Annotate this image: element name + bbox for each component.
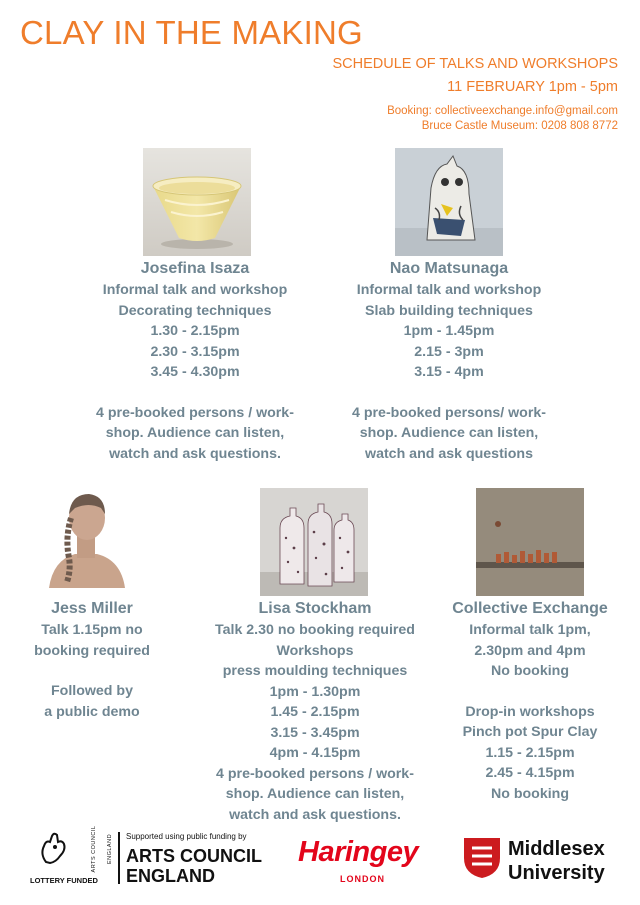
event-date: 11 FEBRUARY 1pm - 5pm	[447, 79, 618, 95]
artist-block-nao-matsunaga	[334, 258, 564, 464]
detail-line: 3.15 - 4pm	[414, 364, 484, 380]
note-line: 2.45 - 4.15pm	[485, 765, 575, 781]
detail-line: 3.45 - 4.30pm	[150, 364, 240, 380]
arts-council-logo	[78, 825, 278, 893]
page-title: CLAY IN THE MAKING	[20, 14, 363, 51]
detail-line: press moulding techniques	[222, 663, 408, 679]
owl-sculpture-photo	[395, 148, 503, 256]
artist-name: Nao Matsunaga	[389, 260, 509, 277]
note-line: 4 pre-booked persons/ work-	[352, 404, 546, 421]
arts-council-ring-text-2: ENGLAND	[107, 833, 113, 865]
shield-icon	[462, 836, 502, 880]
note-line: 4 pre-booked persons / work-	[96, 404, 294, 421]
detail-line: 2.30pm and 4pm	[474, 642, 586, 659]
detail-line: Talk 1.15pm no	[41, 622, 143, 638]
detail-line: No booking	[490, 663, 570, 679]
detail-line: 3.15 - 3.45pm	[270, 724, 360, 741]
detail-line: 1pm - 1.30pm	[269, 683, 361, 700]
crossed-fingers-icon	[36, 832, 70, 866]
bottles-photo	[260, 488, 368, 596]
artist-name: Jess Miller	[51, 600, 133, 617]
page-subtitle: SCHEDULE OF TALKS AND WORKSHOPS	[332, 56, 618, 72]
detail-line: Decorating techniques	[118, 302, 272, 319]
note-line: watch and ask questions.	[109, 445, 281, 462]
detail-line: shop. Audience can listen,	[225, 786, 405, 802]
detail-line: Workshops	[276, 642, 354, 659]
haringey-sub: LONDON	[340, 874, 385, 884]
note-line: Drop-in workshops	[465, 703, 595, 720]
booking-email[interactable]: Booking: collectiveexchange.info@gmail.com	[387, 105, 618, 117]
booking-info	[387, 104, 618, 134]
detail-line: Talk 2.30 no booking required	[215, 622, 415, 638]
bowl-photo	[143, 148, 251, 256]
haringey-wordmark: Haringey	[298, 836, 419, 868]
detail-line: 4 pre-booked persons / work-	[216, 765, 414, 782]
artist-name: Josefina Isaza	[140, 260, 250, 277]
note-line: Followed by	[51, 683, 133, 699]
note-line: a public demo	[44, 703, 140, 720]
artist-block-lisa-stockham	[195, 598, 435, 825]
note-line: No booking	[490, 785, 570, 802]
clay-rolls-photo	[476, 488, 584, 596]
middlesex-logo	[462, 828, 622, 893]
arts-council-name-1: ARTS COUNCIL	[126, 846, 262, 866]
arts-council-supported: Supported using public funding by	[126, 832, 247, 841]
booking-phone: Bruce Castle Museum: 0208 808 8772	[421, 120, 618, 132]
detail-line: 1pm - 1.45pm	[403, 323, 495, 339]
arts-council-name-2: ENGLAND	[126, 866, 215, 886]
middlesex-name-1: Middlesex	[508, 838, 605, 860]
detail-line: Informal talk and workshop	[356, 282, 542, 298]
artist-block-jess-miller	[12, 598, 172, 722]
detail-line: booking required	[34, 642, 150, 659]
note-line: Pinch pot Spur Clay	[462, 724, 598, 740]
note-line: shop. Audience can listen,	[359, 425, 539, 441]
bust-sculpture-photo	[35, 488, 138, 591]
detail-line: Informal talk and workshop	[102, 282, 288, 298]
note-line: shop. Audience can listen,	[105, 425, 285, 441]
artist-block-josefina-isaza	[80, 258, 310, 464]
detail-line: 4pm - 4.15pm	[269, 745, 361, 761]
artist-name: Lisa Stockham	[258, 600, 372, 617]
artist-name: Collective Exchange	[452, 600, 608, 617]
artist-block-collective-exchange	[440, 598, 620, 804]
note-line: watch and ask questions	[365, 445, 533, 462]
detail-line: 1.30 - 2.15pm	[150, 323, 240, 339]
divider	[118, 832, 120, 884]
detail-line: 1.45 - 2.15pm	[270, 704, 360, 720]
arts-council-ring-text: ARTS COUNCIL	[91, 825, 97, 873]
detail-line: 2.15 - 3pm	[414, 343, 484, 360]
haringey-logo	[298, 828, 428, 893]
middlesex-name-2: University	[508, 862, 605, 884]
detail-line: 2.30 - 3.15pm	[150, 343, 240, 360]
detail-line: Informal talk 1pm,	[469, 622, 591, 638]
detail-line: Slab building techniques	[365, 302, 533, 319]
lottery-label: LOTTERY FUNDED	[30, 876, 98, 885]
note-line: 1.15 - 2.15pm	[485, 744, 575, 761]
detail-line: watch and ask questions.	[229, 806, 401, 823]
